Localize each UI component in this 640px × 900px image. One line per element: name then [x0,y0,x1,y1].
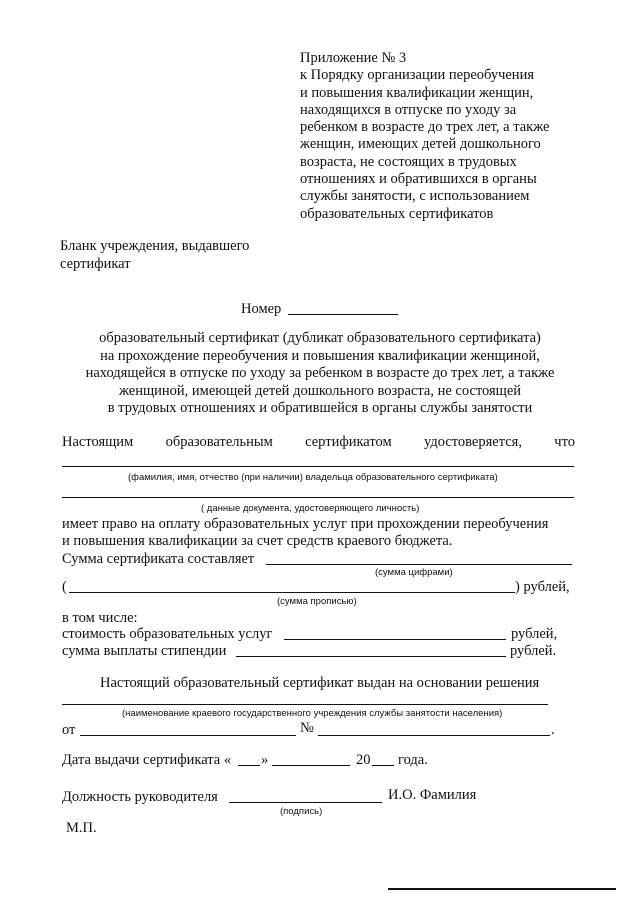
appendix-line: службы занятости, с использованием [300,188,530,205]
certify-row [62,434,575,451]
stipend-field[interactable] [236,656,506,657]
title-line: женщиной, имеющей детей дошкольного возраста, не состоящей [118,382,522,399]
issuer-form-label [60,237,249,273]
amount-digits-hint: (сумма цифрами) [375,567,453,578]
head-position-label: Должность руководителя [62,789,218,805]
title-line: в трудовых отношениях и обратившейся в органы службы занятости [107,400,533,416]
certify-word: образовательным [165,434,273,450]
number-sign: № [300,720,314,736]
year-prefix: 20 [356,752,371,768]
amount-words-hint: (сумма прописью) [277,596,357,607]
rubles-paren-label: ) рублей, [515,579,570,595]
decision-number-field[interactable] [318,735,550,736]
appendix-header [300,50,600,223]
issue-year-field[interactable] [372,765,394,766]
amount-label: Сумма сертификата составляет [62,551,255,567]
decision-date-field[interactable] [80,735,296,736]
services-cost-field[interactable] [284,639,506,640]
stamp-label: М.П. [66,820,97,836]
title-line: на прохождение переобучения и повышения квалификации женщиной, [100,347,540,364]
year-suffix: года. [398,752,428,768]
rubles-comma-label: рублей, [511,626,558,642]
certify-word: что [554,434,575,450]
issue-month-field[interactable] [272,765,350,766]
amount-digits-field[interactable] [266,564,572,565]
paren-open: ( [62,579,67,595]
appendix-line: возраста, не состоящих в трудовых [300,153,517,170]
quote-close: » [261,752,269,768]
institution-hint: (наименование краевого государственного учреждения службы занятости населения) [122,708,503,719]
number-label: Номер [241,301,282,317]
from-label: от [62,722,76,738]
appendix-line: и повышения квалификации женщин, [300,84,534,101]
holder-name-hint: (фамилия, имя, отчество (при наличии) владельца образовательного сертификата) [128,472,498,483]
issue-date-label: Дата выдачи сертификата « [62,752,232,768]
issuer-form-line: Бланк учреждения, выдавшего [60,238,250,254]
certificate-title [40,330,600,418]
institution-field[interactable] [62,704,548,705]
appendix-line: Приложение № 3 [300,50,407,66]
appendix-line: к Порядку организации переобучения [300,67,534,84]
certify-word: сертификатом [305,434,392,450]
right-text-line: имеет право на оплату образовательных услуг при прохождении переобучения [62,516,549,532]
services-cost-label: стоимость образовательных услуг [62,626,273,642]
rubles-period-label: рублей. [510,643,557,659]
appendix-line: женщин, имеющих детей дошкольного [300,136,541,153]
signature-hint: (подпись) [280,806,323,817]
issue-day-field[interactable] [238,765,260,766]
basis-text: Настоящий образовательный сертификат выдан на основании решения [100,675,540,691]
holder-name-field[interactable] [62,466,574,467]
stipend-label: сумма выплаты стипендии [62,643,227,659]
signature-field[interactable] [229,802,382,803]
identity-document-hint: ( данные документа, удостоверяющего личность) [201,503,420,514]
appendix-line: находящихся в отпуске по уходу за [300,101,517,118]
footnote-separator [388,888,616,890]
amount-words-field[interactable] [69,592,515,593]
period: . [551,722,555,738]
issuer-form-line: сертификат [60,256,131,272]
certify-word: удостоверяется, [424,434,522,450]
head-name: И.О. Фамилия [388,787,477,803]
right-text-line: и повышения квалификации за счет средств краевого бюджета. [62,533,453,549]
including-label: в том числе: [62,610,138,626]
title-line: образовательный сертификат (дубликат образовательного сертификата) [99,330,541,346]
appendix-line: отношениях и обратившихся в органы [300,171,537,188]
certify-word: Настоящим [62,434,134,450]
title-line: находящейся в отпуске по уходу за ребенком в возрасте до трех лет, а также [85,365,555,381]
identity-document-field[interactable] [62,497,574,498]
appendix-line: ребенком в возрасте до трех лет, а также [300,119,550,136]
appendix-line: образовательных сертификатов [300,205,494,222]
number-field[interactable] [288,314,398,315]
